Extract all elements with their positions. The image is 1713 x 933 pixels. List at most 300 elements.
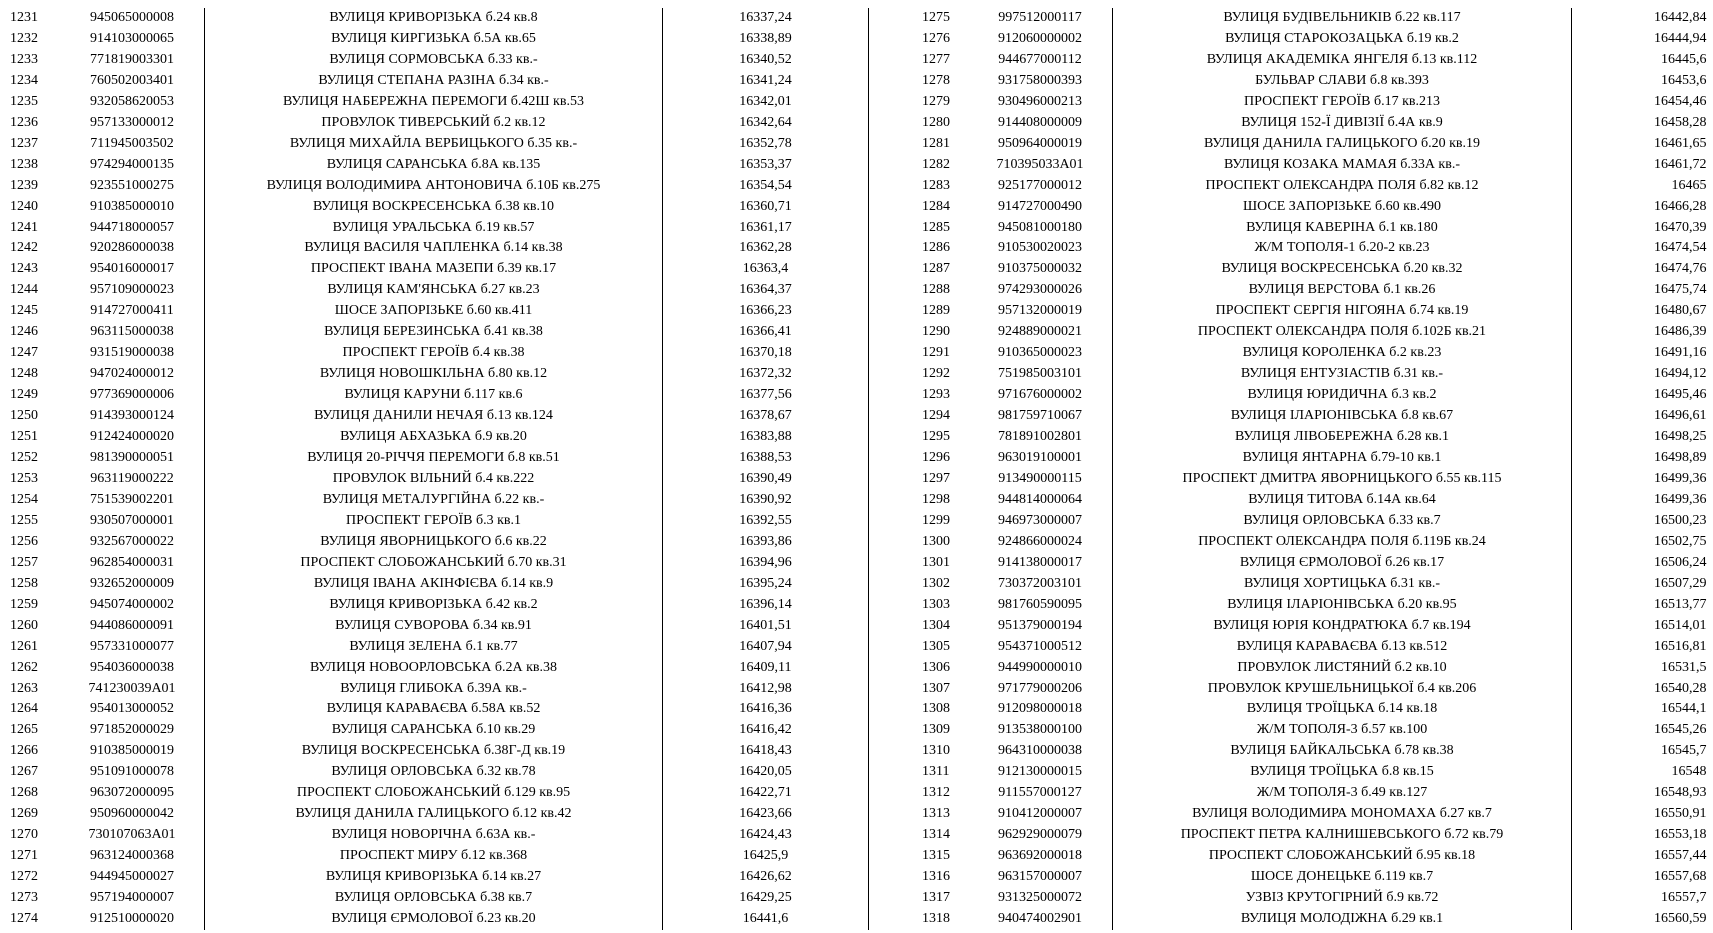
- row-number: 1279: [922, 93, 950, 109]
- table-row: [0, 888, 869, 909]
- account-number: 957132000019: [968, 301, 1113, 322]
- row-number: 1308: [922, 701, 950, 717]
- table-row: [0, 720, 869, 741]
- amount: 16553,18: [1654, 827, 1707, 843]
- account-number: 931758000393: [968, 71, 1113, 92]
- address: ВУЛИЦЯ СОРМОВСЬКА б.33 кв.-: [205, 50, 663, 71]
- account-number: 914103000065: [60, 29, 205, 50]
- account-number: 932652000009: [60, 574, 205, 595]
- account-number: 914393000124: [60, 406, 205, 427]
- amount: 16393,86: [663, 532, 869, 553]
- address: ВУЛИЦЯ 152-Ї ДИВІЗІЇ б.4А кв.9: [1113, 113, 1572, 134]
- account-number: 913538000100: [968, 720, 1113, 741]
- row-number: 1287: [922, 261, 950, 277]
- table-row: [0, 301, 869, 322]
- amount: 16362,28: [663, 238, 869, 259]
- table-row: [900, 490, 1713, 511]
- row-number: 1233: [10, 51, 38, 67]
- address: ВУЛИЦЯ КАМ'ЯНСЬКА б.27 кв.23: [205, 280, 663, 301]
- address: ПРОВУЛОК ЛИСТЯНИЙ б.2 кв.10: [1113, 658, 1572, 679]
- amount: 16429,25: [663, 888, 869, 909]
- address: ВУЛИЦЯ ДАНИЛА ГАЛИЦЬКОГО б.20 кв.19: [1113, 134, 1572, 155]
- address: ВУЛИЦЯ ВАСИЛЯ ЧАПЛЕНКА б.14 кв.38: [205, 238, 663, 259]
- amount: 16494,12: [1654, 366, 1707, 382]
- amount: 16442,84: [1654, 10, 1707, 25]
- address: ВУЛИЦЯ ЄРМОЛОВОЇ б.26 кв.17: [1113, 553, 1572, 574]
- amount: 16342,64: [663, 113, 869, 134]
- table-row: [900, 322, 1713, 343]
- amount: 16548,93: [1654, 785, 1707, 801]
- row-number: 1288: [922, 282, 950, 298]
- table-row: [900, 469, 1713, 490]
- row-number: 1280: [922, 114, 950, 130]
- row-number: 1314: [922, 827, 950, 843]
- address: ВУЛИЦЯ ВЕРСТОВА б.1 кв.26: [1113, 280, 1572, 301]
- table-row: [900, 71, 1713, 92]
- address: ВУЛИЦЯ ЕНТУЗІАСТІВ б.31 кв.-: [1113, 364, 1572, 385]
- row-number: 1294: [922, 408, 950, 424]
- account-number: 944677000112: [968, 50, 1113, 71]
- table-row: [900, 637, 1713, 658]
- address: ШОСЕ ЗАПОРІЗЬКЕ б.60 кв.411: [205, 301, 663, 322]
- amount: 16499,36: [1654, 470, 1707, 486]
- table-row: [0, 448, 869, 469]
- row-number: 1289: [922, 303, 950, 319]
- account-number: 947024000012: [60, 364, 205, 385]
- account-number: 910365000023: [968, 343, 1113, 364]
- account-number: 964310000038: [968, 741, 1113, 762]
- amount: 16453,6: [1661, 72, 1707, 88]
- amount: 16491,16: [1654, 345, 1707, 361]
- amount: 16409,11: [663, 658, 869, 679]
- account-number: 771819003301: [60, 50, 205, 71]
- table-row: [0, 637, 869, 658]
- amount: 16465: [1671, 177, 1707, 193]
- amount: 16360,71: [663, 197, 869, 218]
- account-number: 963119000222: [60, 469, 205, 490]
- row-number: 1317: [922, 890, 950, 906]
- table-row: [0, 846, 869, 867]
- address: ВУЛИЦЯ НОВОШКІЛЬНА б.80 кв.12: [205, 364, 663, 385]
- table-row: [900, 888, 1713, 909]
- table-row: [0, 804, 869, 825]
- row-number: 1297: [922, 470, 950, 486]
- row-number: 1259: [10, 596, 38, 612]
- table-row: [0, 532, 869, 553]
- row-number: 1238: [10, 156, 38, 172]
- address: ПРОВУЛОК КРУШЕЛЬНИЦЬКОЇ б.4 кв.206: [1113, 679, 1572, 700]
- address: ВУЛИЦЯ НОВООРЛОВСЬКА б.2А кв.38: [205, 658, 663, 679]
- row-number: 1309: [922, 722, 950, 738]
- address: ВУЛИЦЯ КАРАВАЄВА б.58А кв.52: [205, 699, 663, 720]
- table-row: [900, 197, 1713, 218]
- row-number: 1286: [922, 240, 950, 256]
- row-number: 1273: [10, 890, 38, 906]
- amount: 16370,18: [663, 343, 869, 364]
- amount: 16412,98: [663, 679, 869, 700]
- table-row: [900, 804, 1713, 825]
- account-number: 950964000019: [968, 134, 1113, 155]
- right-table: [900, 8, 1713, 930]
- amount: 16372,32: [663, 364, 869, 385]
- address: ВУЛИЦЯ ЯНТАРНА б.79-10 кв.1: [1113, 448, 1572, 469]
- table-row: [0, 909, 869, 930]
- row-number: 1254: [10, 491, 38, 507]
- table-row: [0, 343, 869, 364]
- row-number: 1307: [922, 680, 950, 696]
- row-number: 1251: [10, 429, 38, 445]
- table-row: [0, 197, 869, 218]
- address: ВУЛИЦЯ КАРУНИ б.117 кв.6: [205, 385, 663, 406]
- amount: 16366,23: [663, 301, 869, 322]
- account-number: 913490000115: [968, 469, 1113, 490]
- amount: 16383,88: [663, 427, 869, 448]
- amount: 16422,71: [663, 783, 869, 804]
- table-row: [900, 29, 1713, 50]
- amount: 16445,6: [1661, 51, 1707, 67]
- row-number: 1263: [10, 680, 38, 696]
- amount: 16420,05: [663, 762, 869, 783]
- address: ВУЛИЦЯ ВОЛОДИМИРА АНТОНОВИЧА б.10Б кв.275: [205, 176, 663, 197]
- table-row: [0, 155, 869, 176]
- table-row: [900, 720, 1713, 741]
- amount: 16560,59: [1654, 910, 1707, 926]
- table-row: [0, 364, 869, 385]
- account-number: 910385000010: [60, 197, 205, 218]
- amount: 16548: [1671, 764, 1707, 780]
- address: Ж/М ТОПОЛЯ-3 б.57 кв.100: [1113, 720, 1572, 741]
- row-number: 1302: [922, 575, 950, 591]
- amount: 16392,55: [663, 511, 869, 532]
- amount: 16395,24: [663, 574, 869, 595]
- amount: 16474,54: [1654, 240, 1707, 256]
- row-number: 1257: [10, 554, 38, 570]
- row-number: 1311: [922, 764, 950, 780]
- row-number: 1239: [10, 177, 38, 193]
- row-number: 1237: [10, 135, 38, 151]
- table-row: [0, 134, 869, 155]
- table-row: [900, 679, 1713, 700]
- amount: 16480,67: [1654, 303, 1707, 319]
- row-number: 1272: [10, 869, 38, 885]
- address: ВУЛИЦЯ ТРОЇЦЬКА б.8 кв.15: [1113, 762, 1572, 783]
- account-number: 711945003502: [60, 134, 205, 155]
- address: ВУЛИЦЯ ТРОЇЦЬКА б.14 кв.18: [1113, 699, 1572, 720]
- amount: 16394,96: [663, 553, 869, 574]
- table-row: [900, 238, 1713, 259]
- amount: 16475,74: [1654, 282, 1707, 298]
- account-number: 957194000007: [60, 888, 205, 909]
- address: ВУЛИЦЯ ЄРМОЛОВОЇ б.23 кв.20: [205, 909, 663, 930]
- account-number: 910375000032: [968, 259, 1113, 280]
- table-row: [0, 92, 869, 113]
- address: ВУЛИЦЯ НАБЕРЕЖНА ПЕРЕМОГИ б.42Ш кв.53: [205, 92, 663, 113]
- table-row: [900, 218, 1713, 239]
- address: ВУЛИЦЯ ОРЛОВСЬКА б.33 кв.7: [1113, 511, 1572, 532]
- address: ВУЛИЦЯ ЛІВОБЕРЕЖНА б.28 кв.1: [1113, 427, 1572, 448]
- account-number: 977369000006: [60, 385, 205, 406]
- row-number: 1243: [10, 261, 38, 277]
- table-row: [0, 259, 869, 280]
- account-number: 957331000077: [60, 637, 205, 658]
- amount: 16545,26: [1654, 722, 1707, 738]
- row-number: 1242: [10, 240, 38, 256]
- row-number: 1235: [10, 93, 38, 109]
- account-number: 950960000042: [60, 804, 205, 825]
- account-number: 957133000012: [60, 113, 205, 134]
- table-row: [0, 427, 869, 448]
- row-number: 1305: [922, 638, 950, 654]
- account-number: 946973000007: [968, 511, 1113, 532]
- address: ВУЛИЦЯ КРИВОРІЗЬКА б.42 кв.2: [205, 595, 663, 616]
- row-number: 1312: [922, 785, 950, 801]
- address: ПРОВУЛОК ТИВЕРСЬКИЙ б.2 кв.12: [205, 113, 663, 134]
- address: ВУЛИЦЯ 20-РІЧЧЯ ПЕРЕМОГИ б.8 кв.51: [205, 448, 663, 469]
- address: ВУЛИЦЯ СУВОРОВА б.34 кв.91: [205, 616, 663, 637]
- row-number: 1241: [10, 219, 38, 235]
- amount: 16364,37: [663, 280, 869, 301]
- row-number: 1278: [922, 72, 950, 88]
- amount: 16516,81: [1654, 638, 1707, 654]
- table-row: [0, 825, 869, 846]
- account-number: 951379000194: [968, 616, 1113, 637]
- address: ВУЛИЦЯ ВОСКРЕСЕНСЬКА б.38Г-Д кв.19: [205, 741, 663, 762]
- row-number: 1246: [10, 324, 38, 340]
- table-row: [0, 553, 869, 574]
- address: ВУЛИЦЯ ТИТОВА б.14А кв.64: [1113, 490, 1572, 511]
- amount: 16444,94: [1654, 30, 1707, 46]
- amount: 16499,36: [1654, 491, 1707, 507]
- table-row: [900, 448, 1713, 469]
- address: ВУЛИЦЯ ВОЛОДИМИРА МОНОМАХА б.27 кв.7: [1113, 804, 1572, 825]
- table-row: [0, 469, 869, 490]
- account-number: 945065000008: [60, 8, 205, 29]
- left-table: [0, 8, 869, 930]
- table-row: [900, 553, 1713, 574]
- address: ВУЛИЦЯ КАВЕРІНА б.1 кв.180: [1113, 218, 1572, 239]
- amount: 16557,68: [1654, 869, 1707, 885]
- table-row: [0, 176, 869, 197]
- amount: 16461,72: [1654, 156, 1707, 172]
- row-number: 1268: [10, 785, 38, 801]
- table-row: [900, 113, 1713, 134]
- account-number: 962929000079: [968, 825, 1113, 846]
- address: ПРОСПЕКТ ІВАНА МАЗЕПИ б.39 кв.17: [205, 259, 663, 280]
- address: ВУЛИЦЯ АБХАЗЬКА б.9 кв.20: [205, 427, 663, 448]
- account-number: 944990000010: [968, 658, 1113, 679]
- amount: 16426,62: [663, 867, 869, 888]
- address: ПРОСПЕКТ СЛОБОЖАНСЬКИЙ б.129 кв.95: [205, 783, 663, 804]
- account-number: 945081000180: [968, 218, 1113, 239]
- amount: 16495,46: [1654, 387, 1707, 403]
- table-row: [0, 218, 869, 239]
- table-row: [0, 762, 869, 783]
- address: Ж/М ТОПОЛЯ-1 б.20-2 кв.23: [1113, 238, 1572, 259]
- account-number: 910412000007: [968, 804, 1113, 825]
- account-number: 963019100001: [968, 448, 1113, 469]
- address: ВУЛИЦЯ БУДІВЕЛЬНИКІВ б.22 кв.117: [1113, 8, 1572, 29]
- row-number: 1313: [922, 806, 950, 822]
- account-number: 945074000002: [60, 595, 205, 616]
- row-number: 1250: [10, 408, 38, 424]
- account-number: 751985003101: [968, 364, 1113, 385]
- account-number: 781891002801: [968, 427, 1113, 448]
- table-row: [900, 867, 1713, 888]
- account-number: 710395033A01: [968, 155, 1113, 176]
- row-number: 1267: [10, 764, 38, 780]
- row-number: 1304: [922, 617, 950, 633]
- table-row: [0, 8, 869, 29]
- account-number: 912098000018: [968, 699, 1113, 720]
- row-number: 1300: [922, 533, 950, 549]
- address: ВУЛИЦЯ МЕТАЛУРГІЙНА б.22 кв.-: [205, 490, 663, 511]
- row-number: 1276: [922, 30, 950, 46]
- table-row: [0, 741, 869, 762]
- table-row: [900, 406, 1713, 427]
- amount: 16342,01: [663, 92, 869, 113]
- table-row: [0, 322, 869, 343]
- account-number: 925177000012: [968, 176, 1113, 197]
- row-number: 1249: [10, 387, 38, 403]
- amount: 16441,6: [663, 909, 869, 930]
- address: ВУЛИЦЯ САРАНСЬКА б.8А кв.135: [205, 155, 663, 176]
- account-number: 944814000064: [968, 490, 1113, 511]
- table-row: [900, 259, 1713, 280]
- account-number: 997512000117: [968, 8, 1113, 29]
- account-number: 914727000411: [60, 301, 205, 322]
- account-number: 914408000009: [968, 113, 1113, 134]
- account-number: 963157000007: [968, 867, 1113, 888]
- row-number: 1247: [10, 345, 38, 361]
- address: ВУЛИЦЯ ІЛАРІОНІВСЬКА б.8 кв.67: [1113, 406, 1572, 427]
- table-row: [0, 113, 869, 134]
- amount: 16416,42: [663, 720, 869, 741]
- account-number: 944718000057: [60, 218, 205, 239]
- table-row: [900, 385, 1713, 406]
- amount: 16545,7: [1661, 743, 1707, 759]
- table-row: [0, 29, 869, 50]
- amount: 16474,76: [1654, 261, 1707, 277]
- amount: 16540,28: [1654, 680, 1707, 696]
- table-row: [900, 50, 1713, 71]
- account-number: 912060000002: [968, 29, 1113, 50]
- account-number: 912424000020: [60, 427, 205, 448]
- address: ВУЛИЦЯ ДАНИЛА ГАЛИЦЬКОГО б.12 кв.42: [205, 804, 663, 825]
- table-row: [0, 574, 869, 595]
- amount: 16424,43: [663, 825, 869, 846]
- row-number: 1310: [922, 743, 950, 759]
- amount: 16388,53: [663, 448, 869, 469]
- table-row: [900, 846, 1713, 867]
- row-number: 1301: [922, 554, 950, 570]
- amount: 16506,24: [1654, 554, 1707, 570]
- account-number: 932567000022: [60, 532, 205, 553]
- row-number: 1274: [10, 910, 38, 926]
- account-number: 920286000038: [60, 238, 205, 259]
- address: ВУЛИЦЯ МОЛОДІЖНА б.29 кв.1: [1113, 909, 1572, 930]
- amount: 16461,65: [1654, 135, 1707, 151]
- table-row: [0, 406, 869, 427]
- amount: 16458,28: [1654, 114, 1707, 130]
- amount: 16531,5: [1661, 659, 1707, 675]
- table-row: [0, 867, 869, 888]
- address: ВУЛИЦЯ ЮРІЯ КОНДРАТЮКА б.7 кв.194: [1113, 616, 1572, 637]
- row-number: 1295: [922, 429, 950, 445]
- address: ВУЛИЦЯ БАЙКАЛЬСЬКА б.78 кв.38: [1113, 741, 1572, 762]
- amount: 16363,4: [663, 259, 869, 280]
- amount: 16486,39: [1654, 324, 1707, 340]
- address: ПРОСПЕКТ МИРУ б.12 кв.368: [205, 846, 663, 867]
- row-number: 1245: [10, 303, 38, 319]
- address: ВУЛИЦЯ УРАЛЬСЬКА б.19 кв.57: [205, 218, 663, 239]
- row-number: 1298: [922, 491, 950, 507]
- account-number: 974294000135: [60, 155, 205, 176]
- row-number: 1281: [922, 135, 950, 151]
- address: ВУЛИЦЯ ВОСКРЕСЕНСЬКА б.38 кв.10: [205, 197, 663, 218]
- account-number: 981759710067: [968, 406, 1113, 427]
- account-number: 932058620053: [60, 92, 205, 113]
- amount: 16378,67: [663, 406, 869, 427]
- account-number: 971779000206: [968, 679, 1113, 700]
- amount: 16498,89: [1654, 450, 1707, 466]
- address: ВУЛИЦЯ ІЛАРІОНІВСЬКА б.20 кв.95: [1113, 595, 1572, 616]
- account-number: 930496000213: [968, 92, 1113, 113]
- account-number: 981760590095: [968, 595, 1113, 616]
- amount: 16340,52: [663, 50, 869, 71]
- amount: 16352,78: [663, 134, 869, 155]
- amount: 16407,94: [663, 637, 869, 658]
- row-number: 1265: [10, 722, 38, 738]
- row-number: 1261: [10, 638, 38, 654]
- table-row: [0, 679, 869, 700]
- address: ВУЛИЦЯ ЯВОРНИЦЬКОГО б.6 кв.22: [205, 532, 663, 553]
- address: ШОСЕ ДОНЕЦЬКЕ б.119 кв.7: [1113, 867, 1572, 888]
- account-number: 760502003401: [60, 71, 205, 92]
- address: ВУЛИЦЯ КИРГИЗЬКА б.5А кв.65: [205, 29, 663, 50]
- row-number: 1231: [10, 10, 38, 25]
- account-number: 910530020023: [968, 238, 1113, 259]
- amount: 16507,29: [1654, 575, 1707, 591]
- address: ВУЛИЦЯ ЗЕЛЕНА б.1 кв.77: [205, 637, 663, 658]
- table-row: [900, 616, 1713, 637]
- row-number: 1296: [922, 450, 950, 466]
- row-number: 1253: [10, 470, 38, 486]
- row-number: 1262: [10, 659, 38, 675]
- table-row: [900, 699, 1713, 720]
- row-number: 1293: [922, 387, 950, 403]
- account-number: 911557000127: [968, 783, 1113, 804]
- table-row: [900, 364, 1713, 385]
- table-row: [900, 92, 1713, 113]
- amount: 16466,28: [1654, 198, 1707, 214]
- address: ПРОСПЕКТ ГЕРОЇВ б.3 кв.1: [205, 511, 663, 532]
- row-number: 1290: [922, 324, 950, 340]
- address: ВУЛИЦЯ ІВАНА АКІНФІЄВА б.14 кв.9: [205, 574, 663, 595]
- row-number: 1306: [922, 659, 950, 675]
- right-table-section: [900, 8, 1713, 926]
- address: ВУЛИЦЯ ХОРТИЦЬКА б.31 кв.-: [1113, 574, 1572, 595]
- account-number: 963115000038: [60, 322, 205, 343]
- amount: 16353,37: [663, 155, 869, 176]
- address: ВУЛИЦЯ НОВОРІЧНА б.63А кв.-: [205, 825, 663, 846]
- account-number: 962854000031: [60, 553, 205, 574]
- table-row: [0, 280, 869, 301]
- account-number: 951091000078: [60, 762, 205, 783]
- row-number: 1303: [922, 596, 950, 612]
- row-number: 1292: [922, 366, 950, 382]
- row-number: 1269: [10, 806, 38, 822]
- amount: 16550,91: [1654, 806, 1707, 822]
